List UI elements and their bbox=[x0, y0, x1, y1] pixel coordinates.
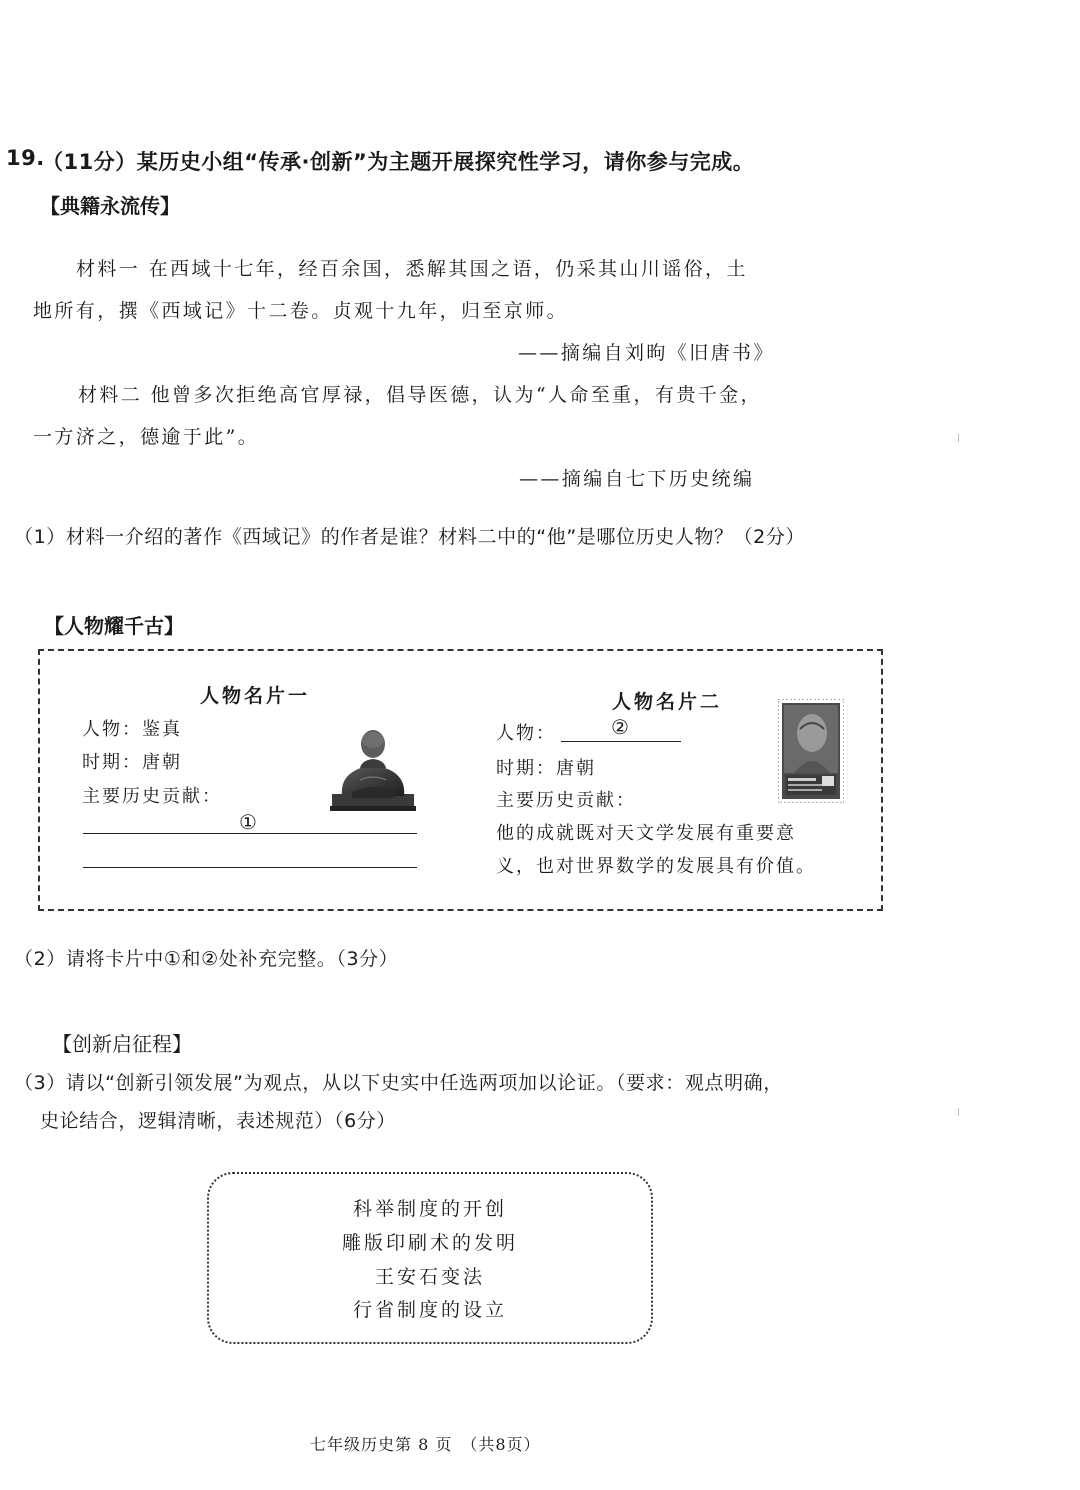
historical-facts-box bbox=[207, 1172, 653, 1344]
section-heading-innovation: 【创新启征程】 bbox=[52, 1032, 192, 1056]
card2-contribution-label: 主要历史贡献： bbox=[496, 790, 636, 811]
card1-answer-line-1 bbox=[83, 833, 417, 834]
fact-option: 行省制度的设立 bbox=[352, 1299, 507, 1321]
material1-line1: 材料一 在西域十七年，经百余国，悉解其国之语，仍采其山川谣俗，土 bbox=[76, 258, 748, 280]
sub-question-3-line1: （3）请以“创新引领发展”为观点，从以下史实中任选两项加以论证。（要求：观点明确， bbox=[14, 1072, 783, 1094]
material2-source: ——摘编自七下历史统编 bbox=[519, 468, 755, 490]
material1-line2: 地所有，撰《西域记》十二卷。贞观十九年，归至京师。 bbox=[33, 300, 569, 322]
jianzhen-statue-image bbox=[330, 722, 416, 812]
question-title: （11分）某历史小组“传承·创新”为主题开展探究性学习，请你参与完成。 bbox=[42, 150, 755, 174]
material1-source: ——摘编自刘昫《旧唐书》 bbox=[518, 342, 775, 364]
card2-title: 人物名片二 bbox=[612, 691, 723, 713]
card2-answer-line bbox=[561, 741, 681, 742]
zu-chongzhi-stamp-image bbox=[778, 699, 844, 803]
material2-line2: 一方济之，德逾于此”。 bbox=[33, 426, 260, 448]
sub-question-1: （1）材料一介绍的著作《西域记》的作者是谁？材料二中的“他”是哪位历史人物？（2分） bbox=[14, 526, 806, 548]
card1-period: 时期：唐朝 bbox=[82, 752, 182, 773]
fact-option: 科举制度的开创 bbox=[352, 1198, 507, 1220]
sub-question-3-line2: 史论结合，逻辑清晰，表述规范）（6分） bbox=[40, 1110, 396, 1132]
fact-option: 王安石变法 bbox=[374, 1266, 485, 1288]
section-heading-classics: 【典籍永流传】 bbox=[40, 194, 180, 218]
material2-line1: 材料二 他曾多次拒绝高官厚禄，倡导医德，认为“人命至重，有贵千金， bbox=[78, 384, 762, 406]
scan-mark bbox=[958, 1108, 959, 1116]
fact-option: 雕版印刷术的发明 bbox=[341, 1232, 518, 1254]
section-heading-figures: 【人物耀千古】 bbox=[44, 614, 184, 638]
card2-contribution-line1: 他的成就既对天文学发展有重要意 bbox=[496, 823, 796, 844]
page-footer: 七年级历史第 8 页 （共8页） bbox=[310, 1435, 541, 1454]
scan-mark bbox=[958, 434, 959, 442]
card1-answer-line-2 bbox=[83, 867, 417, 868]
card2-blank-mark: ② bbox=[611, 715, 631, 739]
sub-question-2: （2）请将卡片中①和②处补充完整。（3分） bbox=[14, 948, 399, 970]
card1-title: 人物名片一 bbox=[200, 685, 311, 707]
question-number: 19. bbox=[6, 146, 45, 170]
card1-blank-mark: ① bbox=[239, 810, 259, 834]
card1-person: 人物：鉴真 bbox=[82, 719, 182, 740]
card2-contribution-line2: 义，也对世界数学的发展具有价值。 bbox=[496, 856, 816, 877]
card2-period: 时期：唐朝 bbox=[496, 758, 596, 779]
card1-contribution-label: 主要历史贡献： bbox=[82, 786, 222, 807]
card2-person-label: 人物： bbox=[496, 723, 556, 744]
